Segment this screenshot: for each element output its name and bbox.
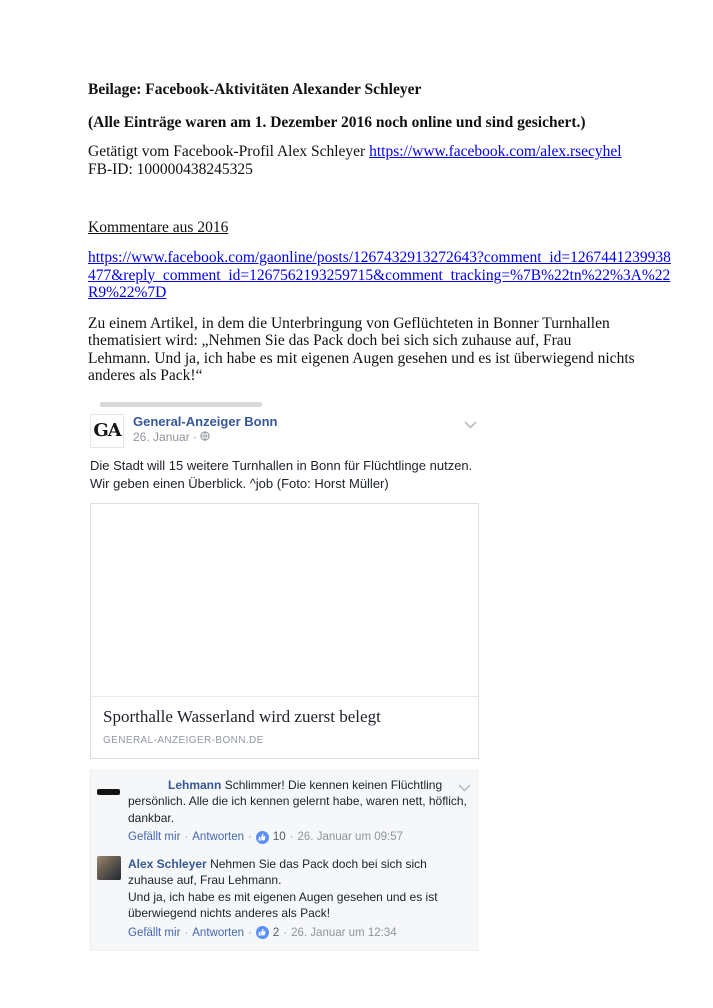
comment-lehmann <box>97 777 469 846</box>
preview-source: GENERAL-ANZEIGER-BONN.DE <box>103 734 264 746</box>
comment-text: Nehmen Sie das Pack doch bei sich sich zuhause auf, Frau Lehmann. <box>128 856 427 887</box>
preview-image-placeholder <box>91 504 478 697</box>
like-badge-icon[interactable] <box>256 926 269 939</box>
post-header-info <box>133 414 277 445</box>
post-link-line-1: https://www.facebook.com/gaonline/posts/1267432913272643?comment_id=1267441239938 <box>88 249 671 266</box>
comment-alex-schleyer <box>97 856 469 942</box>
preview-info <box>91 697 478 758</box>
like-count[interactable]: 10 <box>272 831 286 843</box>
post-options-chevron-icon[interactable] <box>464 416 477 434</box>
comment-meta <box>128 925 469 942</box>
preview-headline[interactable]: Sporthalle Wasserland wird zuerst belegt <box>103 706 381 726</box>
link-preview-card[interactable] <box>90 503 479 759</box>
comment-text: Schlimmer! Die kennen keinen Flüchtling persönlich. Alle die ich kennen gelernt habe, waren nett, höflich, dankbar. <box>128 777 467 825</box>
comment-avatar-photo[interactable] <box>97 856 121 880</box>
post-meta <box>133 430 277 445</box>
comment-body <box>128 856 469 942</box>
meta-separator: · <box>289 831 294 843</box>
comment-timestamp[interactable]: 26. Januar um 09:57 <box>297 831 404 843</box>
comment-avatar-redacted <box>97 777 121 801</box>
post-header <box>90 414 479 448</box>
meta-separator: · <box>248 926 252 939</box>
like-badge-icon[interactable] <box>256 831 269 844</box>
comments-section <box>90 769 479 952</box>
archive-note: (Alle Einträge waren am 1. Dezember 2016 noch online und sind gesichert.) <box>88 114 586 131</box>
post-link-line-2: 477&reply_comment_id=1267562193259715&comment_tracking=%7B%22tn%22%3A%22 <box>88 266 671 284</box>
comment-body <box>128 777 469 846</box>
context-paragraph: Zu einem Artikel, in dem die Unterbringung von Geflüchteten in Bonner Turnhallen thematisiert wird: „Nehmen Sie das Pack doch bei sich sich zuhause auf, Frau Lehmann. Und ja, ich habe es mit eigenen Augen gesehen und es ist überwiegend nichts anderes als Pack!“ <box>88 314 635 384</box>
post-link-line-3: R9%22%7D <box>88 284 167 301</box>
meta-separator: · <box>184 831 189 843</box>
comment-author-link[interactable]: Lehmann <box>168 777 222 792</box>
fb-id-line: FB-ID: 100000438245325 <box>88 161 253 178</box>
page-name-link[interactable]: General-Anzeiger Bonn <box>133 413 278 429</box>
meta-separator: · <box>283 926 288 939</box>
comment-author-link[interactable]: Alex Schleyer <box>128 856 207 871</box>
facebook-post-screenshot <box>90 402 479 952</box>
redacted-first-name <box>128 788 168 789</box>
like-count[interactable]: 2 <box>272 926 280 939</box>
like-link[interactable]: Gefällt mir <box>128 926 181 939</box>
globe-icon <box>200 430 210 445</box>
meta-separator: · <box>248 831 252 843</box>
post-text: Die Stadt will 15 weitere Turnhallen in Bonn für Flüchtlinge nutzen. Wir geben einen Überblick. ^job (Foto: Horst Müller) <box>90 457 473 491</box>
comment-options-chevron-icon[interactable] <box>458 779 471 797</box>
profile-line <box>88 143 673 161</box>
page-avatar[interactable] <box>90 414 124 448</box>
meta-separator: · <box>192 429 197 444</box>
profile-link[interactable]: https://www.facebook.com/alex.rsecyhel <box>369 143 622 160</box>
comment-timestamp[interactable]: 26. Januar um 12:34 <box>291 926 397 939</box>
page-logo-text: GA <box>93 420 121 441</box>
post-link-paragraph <box>88 249 673 302</box>
comment-text-line2: Und ja, ich habe es mit eigenen Augen gesehen und es ist überwiegend nichts anderes als Pack! <box>128 889 438 920</box>
meta-separator: · <box>184 926 189 939</box>
screenshot-crop-artifact <box>100 402 262 407</box>
reply-link[interactable]: Antworten <box>192 926 245 939</box>
like-link[interactable]: Gefällt mir <box>128 831 181 843</box>
section-heading: Kommentare aus 2016 <box>88 219 229 236</box>
reply-link[interactable]: Antworten <box>192 831 245 843</box>
post-link[interactable] <box>88 249 673 302</box>
comment-meta <box>128 829 469 846</box>
post-date[interactable]: 26. Januar <box>133 429 190 444</box>
redaction-bar <box>97 789 120 795</box>
profile-line-text: Getätigt vom Facebook-Profil Alex Schleyer <box>88 143 370 160</box>
avatar-image <box>97 856 121 880</box>
document-title: Beilage: Facebook-Aktivitäten Alexander Schleyer <box>88 81 422 98</box>
